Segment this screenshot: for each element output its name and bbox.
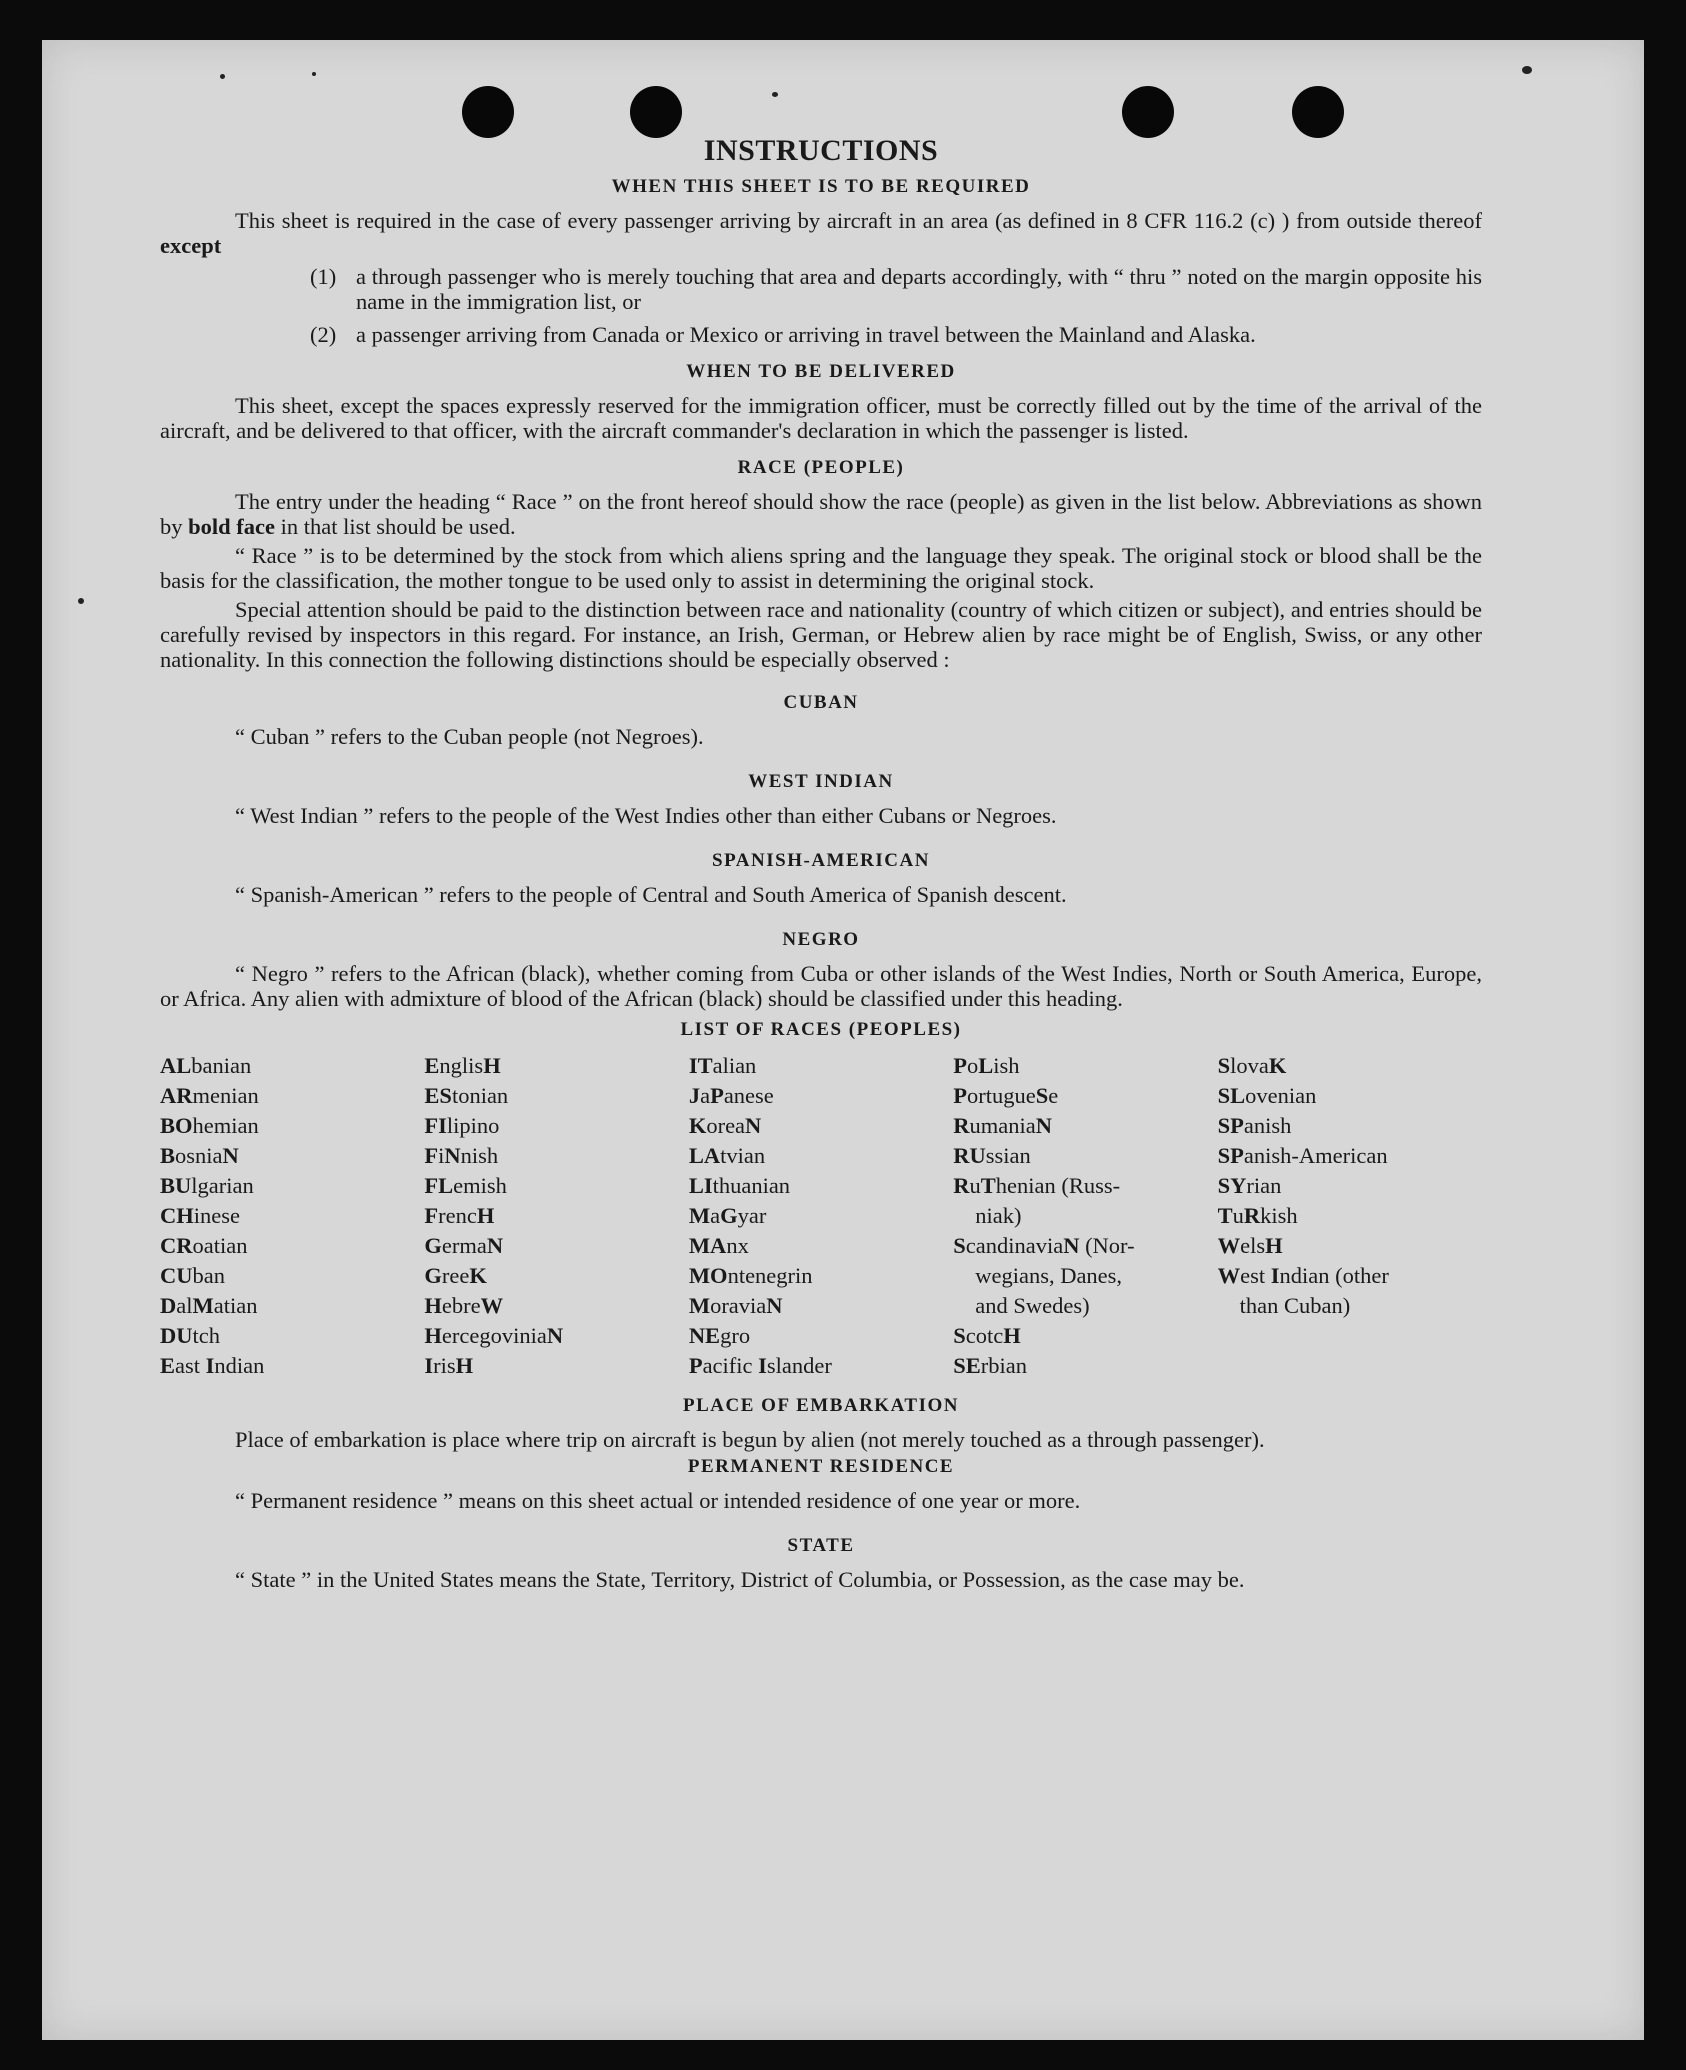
race-name-part: ortugue: [966, 1083, 1036, 1108]
paragraph-text: in that list should be used.: [280, 514, 516, 539]
race-abbreviation: N: [486, 1233, 504, 1258]
race-entry: [689, 1111, 953, 1141]
section-heading: WHEN TO BE DELIVERED: [686, 361, 956, 382]
race-abbreviation: M: [192, 1293, 214, 1318]
race-entry: [689, 1051, 953, 1081]
race-abbreviation: MO: [688, 1263, 728, 1288]
race-abbreviation: P: [710, 1083, 724, 1108]
race-name-part: ntenegrin: [727, 1263, 813, 1288]
race-entry: [689, 1081, 953, 1111]
race-abbreviation: IT: [688, 1053, 713, 1078]
race-abbreviation: J: [688, 1083, 701, 1108]
races-column: [953, 1051, 1217, 1381]
race-name-part: lova: [1230, 1053, 1269, 1078]
race-entry: [953, 1141, 1217, 1171]
race-entry: [424, 1231, 688, 1261]
race-abbreviation: R: [953, 1113, 970, 1138]
race-entry: [1218, 1141, 1482, 1171]
race-name-part: nglis: [439, 1053, 484, 1078]
race-abbreviation: NE: [688, 1323, 721, 1348]
race-entry: [424, 1111, 688, 1141]
section-heading: PERMANENT RESIDENCE: [687, 1456, 955, 1477]
list-item: [160, 264, 1482, 314]
race-abbreviation: K: [469, 1263, 487, 1288]
race-abbreviation: T: [980, 1173, 996, 1198]
speck: [772, 92, 778, 97]
race-abbreviation: W: [1217, 1233, 1241, 1258]
race-abbreviation: T: [1217, 1203, 1233, 1228]
race-abbreviation: N: [1035, 1113, 1052, 1138]
race-abbreviation: S: [1035, 1083, 1049, 1108]
race-entry: [1218, 1171, 1482, 1201]
race-name-part: ssian: [985, 1143, 1031, 1168]
race-abbreviation: P: [953, 1053, 967, 1078]
race-name-part: o: [966, 1053, 979, 1078]
race-name-part: i: [438, 1143, 445, 1168]
item-text: a passenger arriving from Canada or Mexico or arriving in travel between the Mainland and Alaska.: [356, 322, 1256, 347]
race-name-part: hemian: [192, 1113, 259, 1138]
race-entry: [160, 1201, 424, 1231]
section-heading: LIST OF RACES (PEOPLES): [680, 1019, 962, 1040]
section-heading: PLACE OF EMBARKATION: [683, 1395, 959, 1416]
race-abbreviation: H: [424, 1293, 442, 1318]
race-abbreviation: R: [1243, 1203, 1261, 1228]
race-name-part: candinavia: [965, 1233, 1064, 1258]
race-name-part: oravia: [710, 1293, 767, 1318]
race-name-part: yar: [737, 1203, 767, 1228]
race-entry: [1218, 1201, 1482, 1231]
race-entry: [424, 1201, 688, 1231]
race-abbreviation: CR: [160, 1233, 193, 1258]
race-entry: [1218, 1231, 1482, 1261]
paragraph: [160, 208, 1482, 258]
race-name-part: inese: [193, 1203, 240, 1228]
race-name-part: osnia: [175, 1143, 223, 1168]
section-heading: RACE (PEOPLE): [737, 457, 905, 478]
race-entry: niak): [975, 1203, 1022, 1228]
race-entry: wegians, Danes,: [975, 1263, 1123, 1288]
race-abbreviation: G: [720, 1203, 738, 1228]
race-name-part: thuanian: [712, 1173, 791, 1198]
race-name-part: ndian (other: [1279, 1263, 1389, 1288]
race-name-part: nx: [726, 1233, 749, 1258]
race-abbreviation: I: [1270, 1263, 1280, 1288]
race-abbreviation: DU: [160, 1323, 193, 1348]
race-name-part: ercegovinia: [441, 1323, 547, 1348]
section-heading: WEST INDIAN: [748, 771, 894, 792]
race-entry: [424, 1141, 688, 1171]
race-name-part: ree: [441, 1263, 470, 1288]
speck: [220, 74, 225, 79]
race-abbreviation: H: [1265, 1233, 1283, 1258]
race-abbreviation: ES: [424, 1083, 452, 1108]
instructions-content: [160, 134, 1482, 1592]
race-abbreviation: R: [953, 1173, 970, 1198]
race-name-part: cotc: [965, 1323, 1004, 1348]
race-name-part: ndian: [214, 1353, 265, 1378]
race-name-part: anish-American: [1243, 1143, 1388, 1168]
race-abbreviation: SP: [1217, 1143, 1244, 1168]
race-name-part: els: [1240, 1233, 1266, 1258]
race-name-part: ban: [192, 1263, 225, 1288]
race-entry: [160, 1081, 424, 1111]
race-entry: [953, 1081, 1217, 1111]
race-abbreviation: H: [424, 1323, 442, 1348]
race-name-part: renc: [438, 1203, 477, 1228]
race-abbreviation: H: [483, 1053, 501, 1078]
race-abbreviation: S: [1217, 1053, 1231, 1078]
punch-hole: [462, 86, 514, 138]
race-abbreviation: I: [758, 1353, 767, 1378]
race-abbreviation: N: [766, 1293, 783, 1318]
race-abbreviation: L: [978, 1053, 994, 1078]
paragraph-text: The entry under the heading “ Race ” on the front hereof should show the race (people) as given in the list below. Abbreviations as shown by: [160, 489, 1482, 539]
race-entry: [424, 1081, 688, 1111]
race-name-part: erma: [441, 1233, 487, 1258]
race-name-part: est: [1240, 1263, 1271, 1288]
race-entry: [160, 1291, 424, 1321]
race-name-part: banian: [191, 1053, 252, 1078]
race-name-part: kish: [1260, 1203, 1298, 1228]
race-name-part: gro: [720, 1323, 751, 1348]
race-abbreviation: E: [424, 1053, 440, 1078]
race-entry: [689, 1351, 953, 1381]
race-entry: [953, 1231, 1217, 1261]
race-name-part: lipino: [446, 1113, 500, 1138]
race-entry: [424, 1051, 688, 1081]
race-entry: [1218, 1111, 1482, 1141]
race-entry: [953, 1051, 1217, 1081]
race-entry: [424, 1351, 688, 1381]
item-number: (1): [310, 264, 337, 289]
race-abbreviation: BU: [160, 1173, 192, 1198]
race-name-part: atian: [213, 1293, 258, 1318]
race-abbreviation: CU: [160, 1263, 193, 1288]
race-name-part: ebre: [441, 1293, 481, 1318]
race-entry: [1218, 1051, 1482, 1081]
speck: [1522, 66, 1532, 74]
race-entry: [953, 1111, 1217, 1141]
race-entry: [689, 1171, 953, 1201]
race-name-part: tonian: [451, 1083, 509, 1108]
races-column: [1218, 1051, 1482, 1381]
bold-text: bold face: [188, 514, 275, 539]
race-name-part: anese: [723, 1083, 774, 1108]
race-entry: [689, 1201, 953, 1231]
race-name-part: ish: [993, 1053, 1020, 1078]
race-name-part: ovenian: [1245, 1083, 1317, 1108]
race-entry: [689, 1261, 953, 1291]
paragraph: “ Permanent residence ” means on this sheet actual or intended residence of one year or more.: [235, 1488, 1081, 1513]
race-abbreviation: SY: [1217, 1173, 1247, 1198]
race-name-part: tvian: [720, 1143, 766, 1168]
race-name-part: a: [700, 1083, 711, 1108]
section-heading: STATE: [787, 1535, 855, 1556]
race-abbreviation: F: [424, 1143, 439, 1168]
race-abbreviation: G: [424, 1263, 442, 1288]
race-entry: [160, 1171, 424, 1201]
race-entry: [424, 1261, 688, 1291]
race-name-part: al: [176, 1293, 193, 1318]
races-column: [424, 1051, 688, 1381]
race-abbreviation: S: [953, 1323, 966, 1348]
race-entry: [689, 1141, 953, 1171]
race-abbreviation: W: [1217, 1263, 1241, 1288]
race-name-part: nish: [460, 1143, 499, 1168]
race-abbreviation: F: [424, 1203, 439, 1228]
bold-text: except: [160, 233, 222, 258]
section-heading: CUBAN: [783, 692, 859, 713]
paragraph: Place of embarkation is place where trip on aircraft is begun by alien (not merely touched as a through passenger).: [235, 1427, 1265, 1452]
race-abbreviation: N: [1063, 1233, 1080, 1258]
race-abbreviation: H: [1003, 1323, 1021, 1348]
race-name-part: alian: [712, 1053, 757, 1078]
race-name-part: e: [1048, 1083, 1059, 1108]
race-abbreviation: FL: [424, 1173, 454, 1198]
races-list: [160, 1051, 1482, 1381]
race-name-part: oatian: [192, 1233, 248, 1258]
race-name-part: henian (Russ-: [995, 1173, 1121, 1198]
race-abbreviation: N: [222, 1143, 239, 1168]
speck: [78, 598, 84, 604]
race-abbreviation: N: [745, 1113, 762, 1138]
race-name-part: ris: [433, 1353, 456, 1378]
race-abbreviation: P: [688, 1353, 703, 1378]
item-text: a through passenger who is merely touching that area and departs accordingly, with “ thru ” noted on the margin opposite his name in the immigration list, or: [356, 264, 1482, 314]
race-abbreviation: H: [455, 1353, 474, 1378]
race-abbreviation: SL: [1217, 1083, 1246, 1108]
race-abbreviation: LA: [688, 1143, 721, 1168]
race-abbreviation: N: [546, 1323, 564, 1348]
race-abbreviation: LI: [688, 1173, 713, 1198]
race-abbreviation: I: [205, 1353, 215, 1378]
race-name-part: acific: [702, 1353, 759, 1378]
punch-hole: [630, 86, 682, 138]
race-abbreviation: FI: [424, 1113, 447, 1138]
paragraph-text: This sheet is required in the case of every passenger arriving by aircraft in an area (as defined in 8 CFR 116.2 (c) ) from outside thereof: [235, 208, 1482, 233]
race-entry: [953, 1321, 1217, 1351]
race-entry: than Cuban): [1239, 1293, 1351, 1318]
paragraph: Special attention should be paid to the distinction between race and nationality (country of which citizen or subject), and entries should be carefully revised by inspectors in this regard. For instance, an Irish, German, or Hebrew alien by race might be of English, Swiss, or any other nationality. In this connection the following distinctions should be especially observed :: [160, 597, 1482, 672]
list-item: [160, 322, 1482, 347]
paragraph: [160, 489, 1482, 539]
race-entry: [160, 1261, 424, 1291]
section-heading: WHEN THIS SHEET IS TO BE REQUIRED: [611, 176, 1031, 197]
race-entry: [160, 1111, 424, 1141]
punch-hole: [1122, 86, 1174, 138]
item-number: (2): [310, 322, 337, 347]
race-name-part: u: [1232, 1203, 1244, 1228]
race-entry: [160, 1051, 424, 1081]
paragraph: “ State ” in the United States means the State, Territory, District of Columbia, or Possession, as the case may be.: [235, 1567, 1245, 1592]
race-abbreviation: M: [688, 1203, 711, 1228]
race-entry: [424, 1171, 688, 1201]
race-abbreviation: BO: [160, 1113, 193, 1138]
race-name-part: ast: [175, 1353, 206, 1378]
race-name-part: a: [710, 1203, 721, 1228]
race-abbreviation: K: [688, 1113, 707, 1138]
race-name-part: menian: [192, 1083, 259, 1108]
race-entry: [160, 1231, 424, 1261]
race-abbreviation: G: [424, 1233, 442, 1258]
race-abbreviation: M: [688, 1293, 711, 1318]
race-name-part: slander: [766, 1353, 832, 1378]
race-name-part: umania: [969, 1113, 1036, 1138]
race-entry: [1218, 1261, 1482, 1291]
punch-hole: [1292, 86, 1344, 138]
race-name-part: anish: [1243, 1113, 1292, 1138]
race-abbreviation: MA: [688, 1233, 727, 1258]
race-abbreviation: P: [953, 1083, 967, 1108]
race-abbreviation: CH: [160, 1203, 194, 1228]
race-entry: [1218, 1081, 1482, 1111]
race-name-part: emish: [453, 1173, 507, 1198]
race-abbreviation: SP: [1217, 1113, 1244, 1138]
race-abbreviation: H: [476, 1203, 495, 1228]
race-abbreviation: I: [424, 1353, 434, 1378]
race-abbreviation: AL: [160, 1053, 192, 1078]
race-name-part: rbian: [980, 1353, 1027, 1378]
race-abbreviation: SE: [953, 1353, 981, 1378]
race-name-part: (Nor-: [1079, 1233, 1135, 1258]
race-name-part: tch: [192, 1323, 220, 1348]
race-abbreviation: E: [160, 1353, 176, 1378]
race-name-part: orea: [706, 1113, 746, 1138]
race-entry: [160, 1321, 424, 1351]
race-abbreviation: B: [160, 1143, 176, 1168]
race-name-part: lgarian: [191, 1173, 254, 1198]
race-name-part: rian: [1246, 1173, 1282, 1198]
paragraph: “ Spanish-American ” refers to the people of Central and South America of Spanish descent.: [235, 882, 1067, 907]
paragraph: “ Negro ” refers to the African (black), whether coming from Cuba or other islands of the West Indies, North or South America, Europe, or Africa. Any alien with admixture of blood of the African (black) should be classified under this heading.: [160, 961, 1482, 1011]
race-entry: [424, 1291, 688, 1321]
paragraph: “ Cuban ” refers to the Cuban people (not Negroes).: [235, 724, 704, 749]
race-entry: [953, 1171, 1217, 1201]
race-name-part: u: [969, 1173, 981, 1198]
race-entry: [424, 1321, 688, 1351]
races-column: [160, 1051, 424, 1381]
race-entry: [689, 1321, 953, 1351]
race-entry: and Swedes): [975, 1293, 1090, 1318]
race-entry: [160, 1141, 424, 1171]
races-column: [689, 1051, 953, 1381]
race-abbreviation: K: [1268, 1053, 1287, 1078]
race-abbreviation: D: [160, 1293, 177, 1318]
race-entry: [160, 1351, 424, 1381]
race-entry: [689, 1291, 953, 1321]
race-abbreviation: RU: [953, 1143, 986, 1168]
race-abbreviation: AR: [160, 1083, 193, 1108]
race-abbreviation: N: [444, 1143, 461, 1168]
race-abbreviation: W: [480, 1293, 504, 1318]
paragraph: This sheet, except the spaces expressly reserved for the immigration officer, must be correctly filled out by the time of the arrival of the aircraft, and be delivered to that officer, with the aircraft commander's declaration in which the passenger is listed.: [160, 393, 1482, 443]
section-heading: NEGRO: [782, 929, 860, 950]
race-abbreviation: S: [953, 1233, 966, 1258]
speck: [312, 72, 316, 76]
paragraph: “ Race ” is to be determined by the stock from which aliens spring and the language they speak. The original stock or blood shall be the basis for the classification, the mother tongue to be used only to assist in determining the original stock.: [160, 543, 1482, 593]
section-heading: SPANISH-AMERICAN: [712, 850, 930, 871]
race-entry: [953, 1351, 1217, 1381]
paragraph: “ West Indian ” refers to the people of the West Indies other than either Cubans or Negroes.: [235, 803, 1057, 828]
page-title: INSTRUCTIONS: [703, 134, 939, 167]
race-entry: [689, 1231, 953, 1261]
